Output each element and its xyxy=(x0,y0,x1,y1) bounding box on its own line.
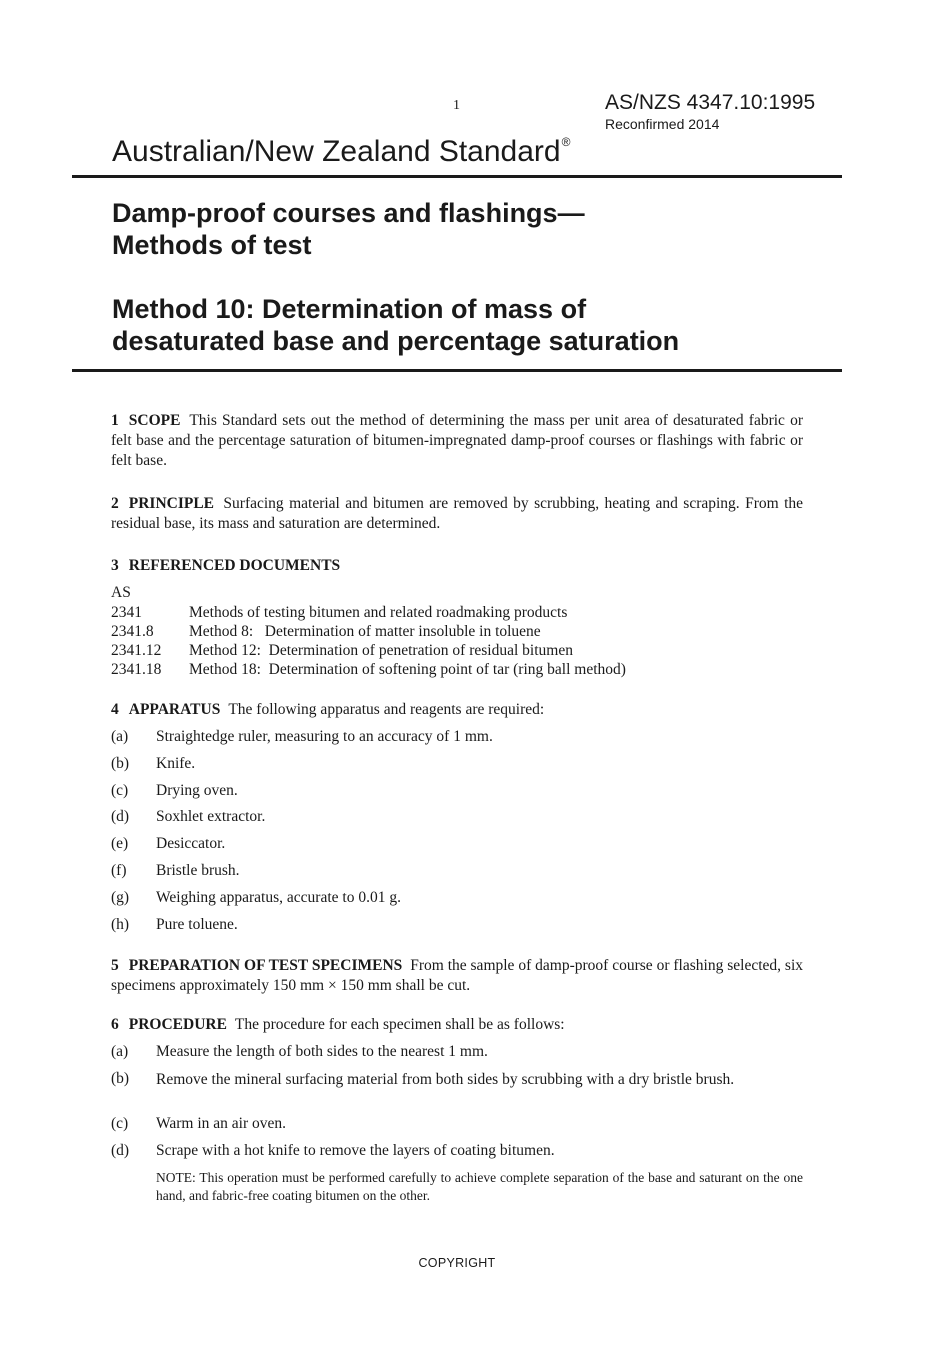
title-rule xyxy=(72,369,842,372)
section-text: The following apparatus and reagents are required: xyxy=(228,701,545,718)
section-text: Surfacing material and bitumen are removed by scrubbing, heating and scraping. From the residual base, its mass and saturation are determined. xyxy=(111,495,804,532)
page-number: 1 xyxy=(453,98,460,113)
list-item: (f) Bristle brush. xyxy=(111,862,240,879)
section-heading: 4 APPARATUS xyxy=(111,701,221,718)
standard-title-text: Australian/New Zealand Standard xyxy=(112,135,561,168)
method-title xyxy=(112,293,832,357)
reference-item: 2341.18 Method 18: Determination of softening point of tar (ring ball method) xyxy=(111,661,626,678)
method-title-line-1: Method 10: Determination of mass of xyxy=(112,294,587,324)
section-text: This Standard sets out the method of determining the mass per unit area of desaturated fabric or felt base and the percentage saturation of bitumen-impregnated damp-proof courses or flashings with fabric or felt base. xyxy=(111,412,803,469)
copyright-footer: COPYRIGHT xyxy=(418,1256,496,1270)
standard-title xyxy=(112,135,570,169)
reference-item: 2341.8 Method 8: Determination of matter insoluble in toluene xyxy=(111,623,541,640)
section-referenced-documents xyxy=(111,556,803,576)
list-item: (b) Knife. xyxy=(111,755,196,772)
registered-mark: ® xyxy=(561,135,571,149)
procedure-note: NOTE: This operation must be performed carefully to achieve complete separation of the base and saturant on the one hand, and fabric-free coating bitumen on the other. xyxy=(156,1170,803,1203)
document-title xyxy=(112,197,832,261)
list-item: (h) Pure toluene. xyxy=(111,916,238,933)
list-item: (c) Drying oven. xyxy=(111,782,238,799)
section-scope xyxy=(111,411,803,471)
list-item: (g) Weighing apparatus, accurate to 0.01 g. xyxy=(111,889,401,906)
list-item: (a) Straightedge ruler, measuring to an accuracy of 1 mm. xyxy=(111,728,493,745)
section-preparation xyxy=(111,956,803,996)
list-item: (e) Desiccator. xyxy=(111,835,226,852)
list-item: (d) Soxhlet extractor. xyxy=(111,808,266,825)
reference-item: 2341.12 Method 12: Determination of penetration of residual bitumen xyxy=(111,642,573,659)
reconfirmed-date: Reconfirmed 2014 xyxy=(605,116,720,132)
section-apparatus xyxy=(111,701,544,719)
section-procedure xyxy=(111,1016,565,1034)
section-text: The procedure for each specimen shall be as follows: xyxy=(234,1016,565,1033)
section-heading: 2 PRINCIPLE xyxy=(111,495,215,512)
section-heading: 1 SCOPE xyxy=(111,412,181,429)
list-item: (c) Warm in an air oven. xyxy=(111,1115,287,1132)
section-heading: 3 REFERENCED DOCUMENTS xyxy=(111,557,341,574)
reference-prefix: AS xyxy=(111,584,131,601)
list-item: (b) Remove the mineral surfacing material from both sides by scrubbing with a dry bristle brush. xyxy=(111,1070,735,1088)
top-rule xyxy=(72,175,842,178)
title-line-2: Methods of test xyxy=(112,230,312,260)
list-item: (a) Measure the length of both sides to the nearest 1 mm. xyxy=(111,1043,488,1060)
list-item: (d) Scrape with a hot knife to remove the layers of coating bitumen. xyxy=(111,1142,555,1159)
reference-item: 2341 Methods of testing bitumen and related roadmaking products xyxy=(111,604,568,621)
method-title-line-2: desaturated base and percentage saturation xyxy=(112,326,680,356)
section-heading: 5 PREPARATION OF TEST SPECIMENS xyxy=(111,957,403,974)
standard-code: AS/NZS 4347.10:1995 xyxy=(605,91,816,114)
section-principle xyxy=(111,494,803,534)
section-heading: 6 PROCEDURE xyxy=(111,1016,227,1033)
section-text: From the sample of damp-proof course or flashing selected, six specimens approximately 150 mm × 150 mm shall be cut. xyxy=(111,957,804,994)
title-line-1: Damp-proof courses and flashings— xyxy=(112,198,585,228)
